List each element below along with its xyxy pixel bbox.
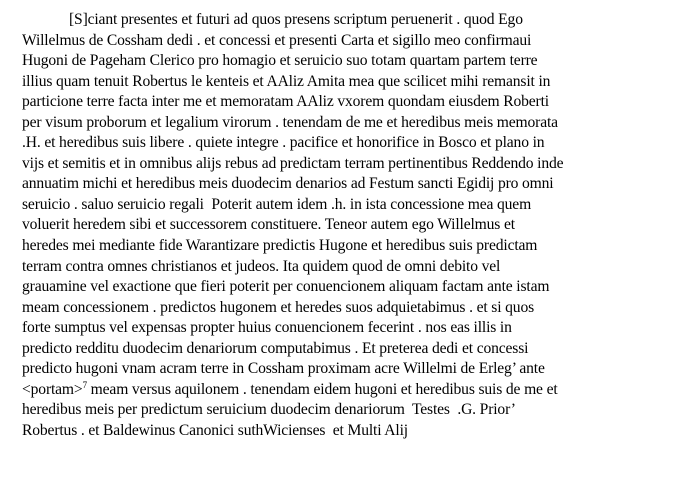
text-line: predicto hugoni vnam acram terre in Cossham proximam acre Willelmi de Erleg’ ante [22, 360, 545, 378]
text-line: seruicio . saluo seruicio regali Poterit autem idem .h. in ista concessione mea quem [22, 195, 532, 213]
portam-text: <portam> [22, 380, 83, 398]
text-line: forte sumptus vel expensas propter huius conuencionem fecerint . nos eas illis in [22, 319, 512, 337]
text-line: .H. et heredibus suis libere . quiete integre . pacifice et honorifice in Bosco et plano in [22, 134, 545, 152]
text-line [22, 380, 694, 401]
text-line: terram contra omnes christianos et judeos. Ita quidem quod de omni debito vel [22, 257, 501, 275]
text-line: Hugoni de Pageham Clerico pro homagio et seruicio suo totam quartam partem terre [22, 52, 538, 70]
text-line: [S]ciant presentes et futuri ad quos presens scriptum peruenerit . quod Ego [69, 11, 523, 28]
line-continuation: meam versus aquilonem . tenendam eidem hugoni et heredibus suis de me et [86, 380, 558, 398]
text-line: Willelmus de Cossham dedi . et concessi et presenti Carta et sigillo meo confirmaui [22, 31, 532, 49]
text-line: per visum proborum et legalium virorum . tenendam de me et heredibus meis memorata [22, 113, 558, 131]
text-line: heredibus meis per predictum seruicium duodecim denariorum Testes .G. Prior’ [22, 401, 516, 419]
text-line: voluerit heredem sibi et successorem constituere. Teneor autem ego Willelmus et [22, 216, 515, 234]
text-line: predicto redditu duodecim denariorum computabimus . Et preterea dedi et concessi [22, 339, 529, 357]
text-line: heredes mei mediante fide Warantizare predictis Hugone et heredibus suis predictam [22, 237, 538, 255]
text-line: vijs et semitis et in omnibus alijs rebus ad predictam terram pertinentibus Reddendo inde [22, 154, 564, 172]
text-line: particione terre facta inter me et memoratam AAliz vxorem quondam eiusdem Roberti [22, 93, 549, 111]
text-line: meam concessionem . predictos hugonem et heredes suos adquietabimus . et si quos [22, 298, 535, 316]
text-line: grauamine vel exactione que fieri poterit per conuencionem aliquam factam ante istam [22, 278, 550, 296]
footnote-marker: 7 [82, 379, 87, 390]
text-line: annuatim michi et heredibus meis duodecim denarios ad Festum sancti Egidij pro omni [22, 175, 554, 193]
charter-text [22, 10, 694, 441]
text-line: illius quam tenuit Robertus le kenteis et AAliz Amita mea que scilicet mihi remansit in [22, 72, 551, 90]
text-line: Robertus . et Baldewinus Canonici suthWicienses et Multi Alij [22, 421, 408, 439]
